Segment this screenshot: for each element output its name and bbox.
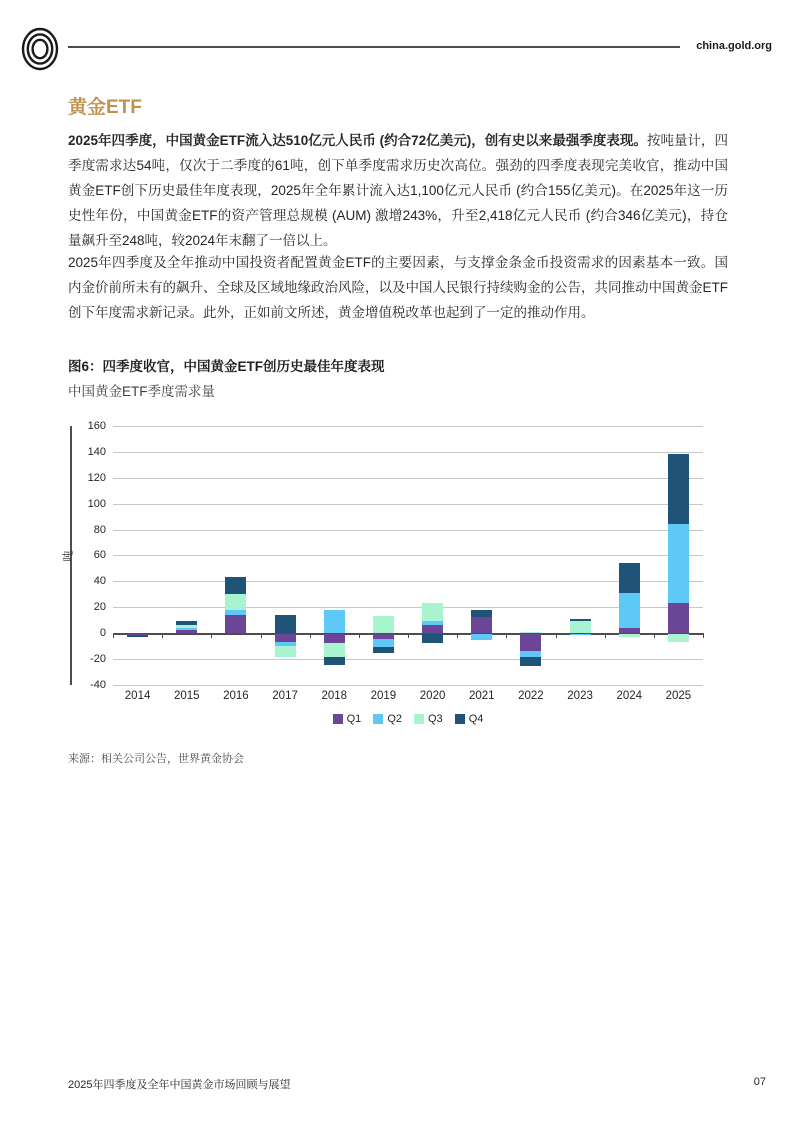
chart-legend [113, 713, 703, 725]
footer-title: 2025年四季度及全年中国黄金市场回顾与展望 [68, 1079, 291, 1091]
bar-segment-q4-2014 [127, 635, 148, 636]
gridline [113, 685, 703, 686]
x-axis-tick [113, 633, 114, 638]
bar-segment-q3-2025 [668, 634, 689, 642]
bar-segment-q1-2016 [225, 615, 246, 633]
x-axis-tick [457, 633, 458, 638]
bar-segment-q1-2017 [275, 634, 296, 642]
x-tick-label: 2021 [468, 690, 495, 702]
x-axis-tick [654, 633, 655, 638]
bar-segment-q1-2024 [619, 628, 640, 633]
gridline [113, 452, 703, 453]
legend-label: Q2 [387, 713, 402, 725]
paragraph-1-body: 按吨量计，四季度需求达54吨，仅次于二季度的61吨，创下单季度需求历史次高位。强劲的四季度表现完美收官，推动中国黄金ETF创下历史最佳年度表现，2025年全年累计流入达1,100亿元人民币 (约合155亿美元)。在2025年这一历史性年份，中国黄金ETF的资产管理总规模 (AUM) 激增243%，升至2,418亿元人民币 (约合346亿美元)，持仓量飙升至248吨，较2024年末翻了一倍以上。 [68, 133, 729, 248]
x-axis-tick [408, 633, 409, 638]
x-tick-label: 2024 [616, 690, 643, 702]
bar-segment-q3-2023 [570, 621, 591, 633]
y-tick-label: 60 [93, 549, 106, 562]
y-tick-label: 100 [87, 497, 106, 510]
x-axis-tick [359, 633, 360, 638]
bar-segment-q3-2020 [422, 603, 443, 621]
paragraph-2: 2025年四季度及全年推动中国投资者配置黄金ETF的主要因素，与支撑金条金币投资需求的因素基本一致。国内金价前所未有的飙升、全球及区域地缘政治风险，以及中国人民银行持续购金的公告，共同推动中国黄金ETF创下年度需求新记录。此外，正如前文所述，黄金增值税改革也起到了一定的推动作用。 [68, 255, 728, 320]
x-tick-label: 2014 [124, 690, 151, 702]
legend-item-q3 [414, 713, 443, 725]
etf-quarterly-demand-chart [62, 420, 720, 740]
gridline [113, 530, 703, 531]
bar-segment-q1-2020 [422, 625, 443, 633]
legend-swatch-icon [373, 714, 383, 724]
x-axis-tick [605, 633, 606, 638]
bar-segment-q3-2015 [176, 625, 197, 628]
y-tick-label: 140 [87, 445, 106, 458]
figure-subtitle: 中国黄金ETF季度需求量 [68, 384, 215, 399]
figure-title: 图6：四季度收官，中国黄金ETF创历史最佳年度表现 [68, 359, 385, 374]
bar-segment-q1-2015 [176, 630, 197, 633]
y-tick-label: -40 [90, 678, 106, 691]
bar-segment-q2-2025 [668, 524, 689, 603]
x-axis-tick [310, 633, 311, 638]
bar-segment-q2-2015 [176, 628, 197, 631]
x-axis-tick [211, 633, 212, 638]
bar-segment-q4-2021 [471, 610, 492, 618]
bar-segment-q3-2017 [275, 646, 296, 658]
bar-segment-q2-2020 [422, 621, 443, 625]
bar-segment-q3-2016 [225, 594, 246, 610]
x-axis-tick [162, 633, 163, 638]
gridline [113, 478, 703, 479]
bar-segment-q2-2019 [373, 639, 394, 647]
bar-segment-q4-2017 [275, 615, 296, 633]
paragraph-1-lead: 2025年四季度，中国黄金ETF流入达510亿元人民币 (约合72亿美元)，创有史以来最强季度表现。 [68, 133, 647, 148]
x-tick-label: 2015 [173, 690, 200, 702]
section-title: 黄金ETF [68, 97, 142, 118]
paragraph-1 [68, 128, 728, 253]
bar-segment-q1-2021 [471, 617, 492, 633]
bar-segment-q1-2025 [668, 603, 689, 633]
x-tick-label: 2016 [223, 690, 249, 702]
bar-segment-q2-2024 [619, 593, 640, 628]
bar-segment-q3-2018 [324, 643, 345, 657]
bar-segment-q2-2021 [471, 634, 492, 640]
x-axis-tick [261, 633, 262, 638]
x-tick-label: 2025 [665, 690, 692, 702]
legend-label: Q4 [468, 713, 484, 725]
bar-segment-q4-2015 [176, 621, 197, 625]
bar-segment-q3-2024 [619, 634, 640, 637]
gridline [113, 659, 703, 660]
bar-segment-q4-2020 [422, 634, 443, 643]
bar-segment-q4-2023 [570, 619, 591, 622]
gridline [113, 426, 703, 427]
y-tick-label: 80 [93, 523, 106, 536]
bar-segment-q2-2016 [225, 610, 246, 615]
x-tick-label: 2018 [321, 690, 348, 702]
bar-segment-q4-2019 [373, 647, 394, 653]
bar-segment-q4-2024 [619, 563, 640, 593]
page-number: 07 [753, 1076, 766, 1088]
y-axis-label: 吨 [62, 550, 75, 562]
bar-segment-q1-2022 [520, 634, 541, 651]
x-axis-tick [703, 633, 704, 638]
x-axis-tick [556, 633, 557, 638]
site-url: china.gold.org [696, 40, 772, 52]
x-tick-label: 2020 [419, 690, 446, 702]
bar-segment-q4-2018 [324, 657, 345, 665]
legend-label: Q3 [428, 713, 443, 725]
legend-item-q1 [333, 713, 362, 725]
y-tick-label: 120 [87, 471, 106, 484]
legend-item-q2 [373, 713, 402, 725]
bar-segment-q4-2016 [225, 577, 246, 594]
bar-segment-q2-2023 [570, 634, 591, 635]
x-tick-label: 2017 [272, 690, 298, 702]
y-tick-label: -20 [90, 652, 106, 665]
x-tick-label: 2019 [370, 690, 397, 702]
gridline [113, 504, 703, 505]
legend-label: Q1 [346, 713, 362, 725]
y-tick-label: 20 [93, 601, 106, 614]
bar-segment-q3-2019 [373, 616, 394, 633]
x-axis-tick [506, 633, 507, 638]
bar-segment-q4-2025 [668, 454, 689, 524]
legend-swatch-icon [455, 714, 465, 724]
legend-item-q4 [455, 713, 484, 725]
legend-swatch-icon [333, 714, 343, 724]
figure-source: 来源：相关公司公告，世界黄金协会 [68, 753, 244, 765]
gridline [113, 581, 703, 582]
y-tick-label: 160 [87, 420, 106, 432]
bar-segment-q4-2022 [520, 657, 541, 666]
world-gold-council-logo-icon [20, 26, 60, 72]
gridline [113, 607, 703, 608]
gridline [113, 555, 703, 556]
y-tick-label: 0 [99, 627, 106, 639]
legend-swatch-icon [414, 714, 424, 724]
header-rule [68, 46, 680, 48]
x-tick-label: 2022 [518, 690, 544, 702]
x-tick-label: 2023 [567, 690, 593, 702]
y-tick-label: 40 [93, 575, 106, 588]
bar-segment-q3-2022 [520, 632, 541, 633]
bar-segment-q1-2018 [324, 634, 345, 643]
bar-segment-q2-2018 [324, 610, 345, 633]
